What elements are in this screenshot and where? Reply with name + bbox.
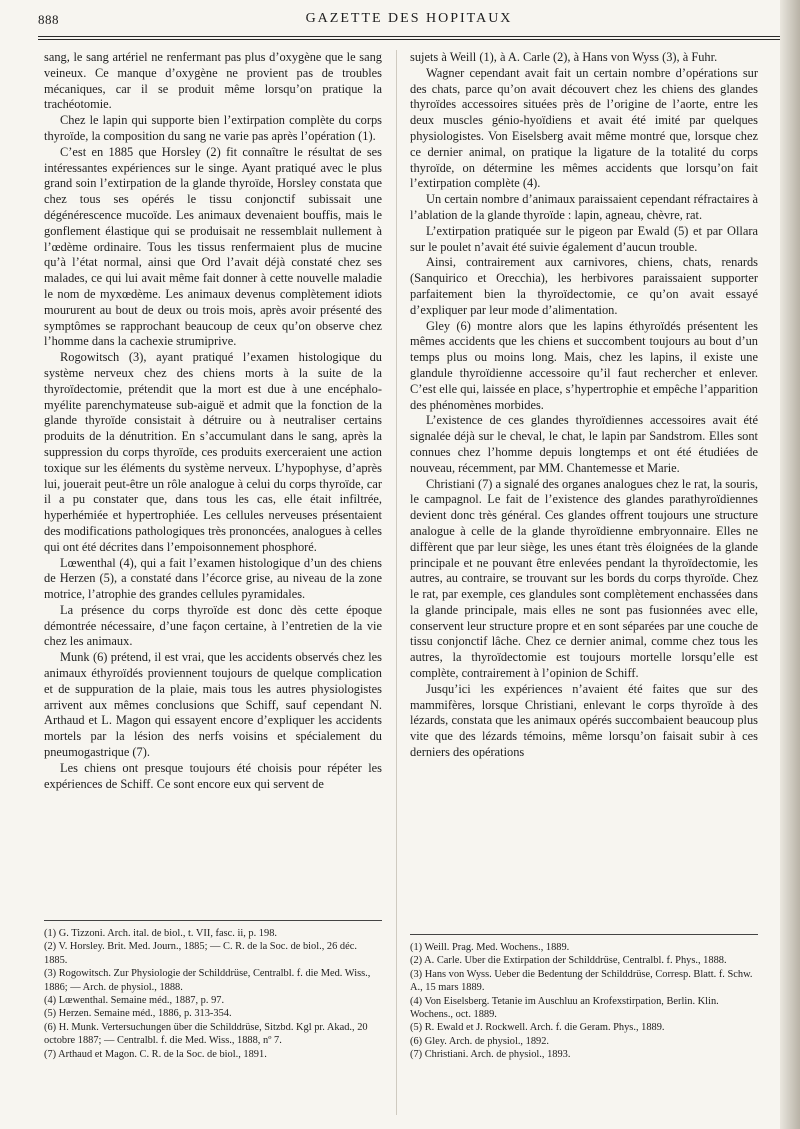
column-separator xyxy=(396,50,397,1115)
paragraph: Les chiens ont presque toujours été choisis pour répéter les expériences de Schiff. Ce sont encore eux qui servent de xyxy=(44,760,382,791)
left-column xyxy=(44,50,382,792)
paragraph: Un certain nombre d’animaux paraissaient cependant réfractaires à l’ablation de la glande thyroïde : lapin, agneau, chèvre, rat. xyxy=(410,192,758,222)
paragraph: La présence du corps thyroïde est donc dès cette époque démontrée nécessaire, d’une façon certaine, à l’entretien de la vie chez les animaux. xyxy=(44,602,382,649)
right-footnotes xyxy=(410,934,758,1062)
paragraph: Gley (6) montre alors que les lapins éthyroïdés présentent les mêmes accidents que les chiens et succombent toujours au bout d’un temps plus ou moins long. Mais, chez les lapins, il existe une glandule thyroïdienne accessoire qu’il faut rechercher et enlever. C’est elle qui, laissée en place, s’hypertrophie et empêche l’apparition des phénomènes morbides. xyxy=(410,318,758,412)
footnote: (5) Herzen. Semaine méd., 1886, p. 313-354. xyxy=(44,1008,232,1020)
footnote-rule xyxy=(44,920,382,921)
footnote: (4) Von Eiselsberg. Tetanie im Auschluu an Krofexstirpation, Berlin. Klin. Wochens., oct. 1889. xyxy=(410,995,719,1021)
footnote: (3) Hans von Wyss. Ueber die Bedentung der Schilddrüse, Corresp. Blatt. f. Schw. A., 15 mars 1889. xyxy=(410,968,753,994)
header-rule xyxy=(38,36,780,37)
running-title: GAZETTE DES HOPITAUX xyxy=(305,11,513,26)
paragraph: Jusqu’ici les expériences n’avaient été faites que sur des mammifères, lorsque Christiani, enlevant le corps thyroïde à des lézards, constata que les animaux opérés succombaient beaucoup plus vite que des lézards témoins, même lorsqu’on faisait subir à ces derniers des opérations xyxy=(410,681,758,760)
paragraph: L’extirpation pratiquée sur le pigeon par Ewald (5) et par Ollara sur le poulet n’avait été suivie également d’aucun trouble. xyxy=(410,223,758,254)
footnote: (2) A. Carle. Uber die Extirpation der Schilddrüse, Centralbl. f. Phys., 1888. xyxy=(410,955,727,967)
footnote: (5) R. Ewald et J. Rockwell. Arch. f. die Geram. Phys., 1889. xyxy=(410,1022,665,1034)
header-rule-thin xyxy=(38,39,780,40)
paragraph: sang, le sang artériel ne renfermant pas plus d’oxygène que le sang veineux. Ce manque d’oxygène ne provient pas de troubles mécaniques, car il se produit même lorsqu’on pratique la trachéotomie. xyxy=(44,50,382,112)
footnote: (6) H. Munk. Vertersuchungen über die Schilddrüse, Sitzbd. Kgl pr. Akad., 20 octobre 1887; — Centralbl. f. die Med. Wiss., 1888, nº 7. xyxy=(44,1021,368,1047)
footnote: (7) Christiani. Arch. de physiol., 1893. xyxy=(410,1049,571,1061)
footnote: (6) Gley. Arch. de physiol., 1892. xyxy=(410,1035,549,1047)
paragraph: L’existence de ces glandes thyroïdiennes accessoires avait été signalée déjà sur le cheval, le chat, le lapin par Sandstrom. Elles sont connues chez l’homme depuis longtemps et ont été étudiées de nouveau, récemment, par MM. Chantemesse et Marie. xyxy=(410,413,758,475)
paragraph: C’est en 1885 que Horsley (2) fit connaître le résultat de ses intéressantes expériences sur le singe. Ayant pratiqué avec le plus grand soin l’extirpation de la glande thyroïde, Horsley constata que chez tous ses opérés le tissu conjonctif subissait une dégénérescence mucoïde. Les animaux devenaient bouffis, mais le gonflement élastique qui se produisait ne ressemblait nullement à l’œdème ordinaire. Tous les tissus renfermaient plus de mucine qu’à l’état normal, ainsi que Ord l’avait déjà constaté chez ses malades, ce qui lui avait même fait donner à cette nouvelle maladie le nom de myxœdème. Les animaux devenus complètement idiots moururent au bout de deux ou trois mois, après avoir présenté des symptômes se rapprochant beaucoup de ceux qu’on observe chez l’homme dans la cachexie strumiprive. xyxy=(44,144,382,349)
facing-page-edge xyxy=(780,0,800,1129)
footnote: (3) Rogowitsch. Zur Physiologie der Schilddrüse, Centralbl. f. die Med. Wiss., 1886; — Arch. de physiol., 1888. xyxy=(44,968,371,993)
paragraph: Ainsi, contrairement aux carnivores, chiens, chats, renards (Sanquirico et Orecchia), les herbivores paraissaient supporter parfaitement bien la thyroïdectomie, ce qu’on avait essayé d’expliquer par leur mode d’alimentation. xyxy=(410,255,758,317)
paragraph: Chez le lapin qui supporte bien l’extirpation complète du corps thyroïde, la composition du sang ne varie pas après l’opération (1). xyxy=(44,113,382,143)
footnote: (4) Lœwenthal. Semaine méd., 1887, p. 97. xyxy=(44,995,225,1007)
right-column xyxy=(410,50,758,761)
footnote: (1) G. Tizzoni. Arch. ital. de biol., t. VII, fasc. ii, p. 198. xyxy=(44,928,277,939)
paragraph: sujets à Weill (1), à A. Carle (2), à Hans von Wyss (3), à Fuhr. xyxy=(410,50,718,64)
footnote: (2) V. Horsley. Brit. Med. Journ., 1885; — C. R. de la Soc. de biol., 26 déc. 1885. xyxy=(44,941,357,966)
footnote: (1) Weill. Prag. Med. Wochens., 1889. xyxy=(410,942,570,953)
paragraph: Munk (6) prétend, il est vrai, que les accidents observés chez les animaux éthyroïdés proviennent toujours de quelque complication et de suppuration de la plaie, mais tous les autres physiologistes arrivent aux mêmes conclusions que Schiff, sauf cependant N. Arthaud et L. Magon qui essayent encore d’expliquer les accidents mortels par la lésion des nerfs voisins et spécialement du pneumogastrique (7). xyxy=(44,650,382,760)
page-header xyxy=(38,10,780,32)
page-number: 888 xyxy=(38,12,59,27)
paragraph: Rogowitsch (3), ayant pratiqué l’examen histologique du système nerveux chez des chiens morts à la suite de la thyroïdectomie, prétendit que la mort est due à une encéphalo-myélite parenchymateuse sub-aiguë et admit que la fonction de la glande thyroïde consistait à détruire ou à neutraliser certains produits de la dénutrition. En s’accumulant dans le sang, après la suppression du corps thyroïde, ces produits exerceraient une action toxique sur les éléments du système nerveux. L’hypophyse, d’après lui, jouerait peut-être un rôle analogue à celui du corps thyroïde, car il a pu constater que, dans tous les cas, elle était infiltrée, hyperhémiée et hypertrophiée. Les cellules nerveuses présentaient des modifications pathologiques très prononcées, analogues à celles qui ont été décrites dans l’empoisonnement phosphoré. xyxy=(44,350,382,554)
footnote-rule xyxy=(410,934,758,935)
paragraph: Wagner cependant avait fait un certain nombre d’opérations sur des chats, parce qu’on avait découvert chez les chiens des glandes thyroïdes accessoires situées près de l’origine de l’aorte, entre les deux muscles génio-hyoïdiens et avait été imité par quelques physiologistes. Von Eiselsberg avait même montré que, lorsque chez ce dernier animal, on pratique la ligature de la totalité du corps thyroïde, on détermine les mêmes accidents que lorsqu’on fait l’extirpation complète (4). xyxy=(410,65,758,191)
left-footnotes xyxy=(44,920,382,1061)
footnote: (7) Arthaud et Magon. C. R. de la Soc. de biol., 1891. xyxy=(44,1048,267,1060)
paragraph: Lœwenthal (4), qui a fait l’examen histologique d’un des chiens de Herzen (5), a constaté dans l’écorce grise, au niveau de la zone motrice, l’atrophie des grandes cellules pyramidales. xyxy=(44,555,382,602)
paragraph: Christiani (7) a signalé des organes analogues chez le rat, la souris, le campagnol. Le fait de l’existence des glandes parathyroïdiennes devient donc très général. Ces glandes offrent toujours une structure analogue à celle de la glande thyroïdienne embryonnaire. Elles ne diffèrent que par leur siège, les unes étant très éloignées de la glande principale et ne pouvant être enlevées pendant la thyroïdectomie, les autres, au contraire, se trouvant sur les bords du corps thyroïde. Chez le rat, par exemple, ces glandules sont complètement enchassées dans la glande principale, mais elles ne sont pas fusionnées avec elle, conservent leur structure propre et en sont séparées par une couche de tissu conjonctif lâche. Chez ce dernier animal, comme chez tous les autres, la thyroïdectomie est toujours mortelle lorsqu’elle est complète, contrairement à l’opinion de Schiff. xyxy=(410,476,758,681)
